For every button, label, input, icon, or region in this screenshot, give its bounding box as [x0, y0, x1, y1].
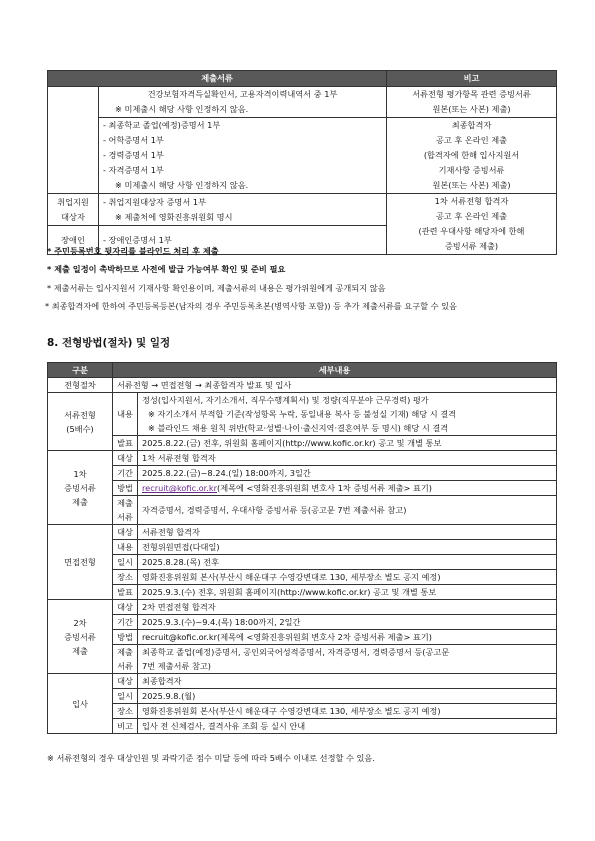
sub-label: 방법 — [113, 481, 138, 496]
table-row — [48, 436, 557, 451]
row-label — [48, 600, 113, 674]
label-line: 서류 — [117, 512, 133, 522]
email-link[interactable]: recruit@kofic.or.kr — [142, 483, 218, 493]
table-row — [48, 645, 557, 674]
table-row — [48, 689, 557, 704]
label-line: 서류전형 — [64, 409, 96, 420]
table-row — [48, 555, 557, 570]
note-cell — [387, 87, 557, 118]
docs-cell: - 장애인증명서 1부 — [99, 226, 387, 255]
schedule-table — [47, 362, 557, 734]
process-value: 서류전형 → 면접전형 → 최종합격자 발표 및 입사 — [113, 378, 557, 393]
sub-label: 대상 — [113, 525, 138, 540]
target-cell: 1차 서류전형 합격자 — [138, 451, 557, 466]
note-purpose: * 제출서류는 입사지원서 기재사항 확인용이며, 제출서류의 내용은 평가위원에게 공개되지 않음 — [47, 283, 386, 293]
etc-cell: 입사 전 신체검사, 결격사유 조회 등 실시 안내 — [138, 719, 557, 734]
content-cell — [138, 393, 557, 436]
doc-line: 건강보험자격득실확인서, 고용자격이력내역서 중 1부 — [147, 89, 338, 99]
docs-cell — [138, 645, 557, 674]
row-label — [48, 194, 99, 226]
period-cell: 2025.8.22.(금)~8.24.(일) 18:00까지, 3일간 — [138, 466, 557, 481]
table-row — [48, 540, 557, 555]
note-schedule: * 제출 일정이 촉박하므로 사전에 발급 가능여부 확인 및 준비 필요 — [47, 264, 286, 274]
section-title: 8. 전형방법(절차) 및 일정 — [47, 337, 171, 349]
label-line: 제출 — [72, 645, 88, 656]
table-row — [48, 451, 557, 466]
sub-label: 일시 — [113, 689, 138, 704]
sub-label: 내용 — [113, 540, 138, 555]
table-row — [48, 719, 557, 734]
place-cell: 영화진흥위원회 본사(부산시 해운대구 수영강변대로 130, 세부장소 별도 공지 예정) — [138, 704, 557, 719]
note-line: 공고 후 온라인 제출 — [435, 135, 508, 145]
date-cell: 2025.8.28.(목) 전후 — [138, 555, 557, 570]
note-extra-docs: * 최종합격자에 한하여 주민등록등본(남자의 경우 주민등록초본(병역사항 포함)) 등 추가 제출서류를 요구할 수 있음 — [45, 301, 457, 311]
note-line: 증빙서류 제출) — [444, 241, 499, 251]
label-line: 제출 — [72, 496, 88, 507]
period-cell: 2025.9.3.(수)~9.4.(목) 18:00까지, 2일간 — [138, 615, 557, 630]
col-header-note: 비고 — [387, 71, 557, 87]
announce-cell: 2025.9.3.(수) 전후, 위원회 홈페이지(http://www.kofic.or.kr) 공고 및 개별 통보 — [138, 585, 557, 600]
doc-line: - 자격증명서 1부 — [103, 165, 164, 175]
sub-label — [113, 496, 138, 525]
content-line: ※ 블라인드 채용 원칙 위반(학교·성별·나이·출신지역·결혼여부 등 명시) 해당 시 결격 — [148, 423, 449, 433]
sub-label: 기간 — [113, 615, 138, 630]
target-cell: 서류전형 합격자 — [138, 525, 557, 540]
note-line: 기재사항 증빙서류 — [438, 165, 505, 175]
sub-label: 대상 — [113, 600, 138, 615]
sub-label: 장소 — [113, 704, 138, 719]
doc-line: ※ 미제출시 해당 사항 인정하지 않음. — [115, 180, 249, 190]
docs-cell — [99, 87, 387, 118]
sub-label: 대상 — [113, 451, 138, 466]
row-label: 장애인 — [48, 226, 99, 255]
label-line: 제출 — [117, 498, 133, 508]
table-row — [48, 704, 557, 719]
note-line: 최종합격자 — [451, 120, 492, 130]
note-line: 서류전형 평가항목 관련 증빙서류 — [412, 89, 531, 99]
footnote: ※ 서류전형의 경우 대상인원 및 과락기준 점수 미달 등에 따라 5배수 이내로 선정할 수 있음. — [47, 753, 375, 763]
label-line: 1차 — [73, 468, 87, 479]
content-line: 정성(입사지원서, 자기소개서, 직무수행계획서) 및 정량(직무분야 근무경력) 평가 — [142, 395, 429, 405]
submission-docs-table — [47, 70, 557, 255]
note-cell — [387, 118, 557, 194]
sub-label: 내용 — [113, 393, 138, 436]
row-label-empty — [48, 87, 99, 194]
row-label — [48, 393, 113, 451]
label-line: 대상자 — [61, 211, 85, 222]
note-line: 원본(또는 사본) 제출) — [432, 180, 511, 190]
sub-label: 대상 — [113, 674, 138, 689]
sub-label: 일시 — [113, 555, 138, 570]
table-row — [48, 615, 557, 630]
doc-line: - 어학증명서 1부 — [103, 135, 164, 145]
table-row — [48, 194, 557, 226]
table-row — [48, 481, 557, 496]
col-header-docs: 제출서류 — [48, 71, 387, 87]
label-line: 서류 — [117, 661, 133, 671]
table-row — [48, 570, 557, 585]
col-header-detail: 세부내용 — [113, 363, 557, 378]
target-cell: 최종합격자 — [138, 674, 557, 689]
sub-label: 기간 — [113, 466, 138, 481]
doc-line: - 최종학교 졸업(예정)증명서 1부 — [103, 120, 221, 130]
docs-cell: 자격증명서, 경력증명서, 우대사항 증빙서류 등(공고문 7번 제출서류 참고) — [138, 496, 557, 525]
docs-line: 최종학교 졸업(예정)증명서, 공인외국어성적증명서, 자격증명서, 경력증명서 등(공고문 — [142, 647, 450, 657]
note-cell — [387, 194, 557, 255]
content-line: ※ 자기소개서 부적합 기준(작성항목 누락, 동일내용 복사 등 불성실 기재) 해당 시 결격 — [148, 409, 457, 419]
method-cell — [138, 481, 557, 496]
table-row — [48, 378, 557, 393]
date-cell: 2025.9.8.(월) — [138, 689, 557, 704]
table-row — [48, 525, 557, 540]
row-label: 입사 — [48, 674, 113, 734]
method-cell: recruit@kofic.or.kr(제목에 <영화진흥위원회 변호사 2차 증빙서류 제출> 표기) — [138, 630, 557, 645]
sub-label — [113, 645, 138, 674]
label-line: (5배수) — [66, 423, 94, 434]
table-row — [48, 585, 557, 600]
label-line: 2차 — [73, 617, 87, 628]
method-text: (제목에 <영화진흥위원회 변호사 1차 증빙서류 제출> 표기) — [217, 483, 432, 493]
docs-cell — [99, 118, 387, 194]
table-row — [48, 674, 557, 689]
target-cell: 2차 면접전형 합격자 — [138, 600, 557, 615]
doc-line: ※ 미제출시 해당 사항 인정하지 않음. — [115, 104, 249, 114]
col-header-category: 구분 — [48, 363, 113, 378]
table-row — [48, 600, 557, 615]
announce-cell: 2025.8.22.(금) 전후, 위원회 홈페이지(http://www.kofic.or.kr) 공고 및 개별 통보 — [138, 436, 557, 451]
doc-line: - 취업지원대상자 증명서 1부 — [103, 196, 206, 207]
label-line: 취업지원 — [57, 196, 89, 207]
content-cell: 전형위원면접(다대일) — [138, 540, 557, 555]
note-line: (합격자에 한해 입사지원서 — [423, 150, 520, 160]
doc-line: - 경력증명서 1부 — [103, 150, 164, 160]
note-line: 원본(또는 사본) 제출) — [432, 104, 511, 114]
label-line: 제출 — [117, 647, 133, 657]
table-row — [48, 118, 557, 194]
label-line: 증빙서류 — [64, 631, 96, 642]
table-row — [48, 87, 557, 118]
docs-line: 7번 제출서류 참고) — [142, 661, 211, 671]
doc-line: ※ 제출처에 영화진흥위원회 명시 — [115, 211, 233, 222]
label-line: 증빙서류 — [64, 482, 96, 493]
sub-label: 발표 — [113, 436, 138, 451]
note-line: 1차 서류전형 합격자 — [434, 196, 509, 206]
note-blind: * 주민등록번호 뒷자리를 블라인드 처리 후 제출 — [47, 246, 219, 256]
table-row — [48, 466, 557, 481]
table-row — [48, 393, 557, 436]
sub-label: 방법 — [113, 630, 138, 645]
row-label — [48, 451, 113, 525]
place-cell: 영화진흥위원회 본사(부산시 해운대구 수영강변대로 130, 세부장소 별도 공지 예정) — [138, 570, 557, 585]
sub-label: 장소 — [113, 570, 138, 585]
note-line: (관련 우대사항 해당자에 한해 — [418, 226, 525, 236]
note-line: 공고 후 온라인 제출 — [435, 211, 508, 221]
sub-label: 비고 — [113, 719, 138, 734]
table-row — [48, 630, 557, 645]
row-label: 전형절차 — [48, 378, 113, 393]
table-row — [48, 496, 557, 525]
row-label: 면접전형 — [48, 525, 113, 600]
sub-label: 발표 — [113, 585, 138, 600]
docs-cell — [99, 194, 387, 226]
